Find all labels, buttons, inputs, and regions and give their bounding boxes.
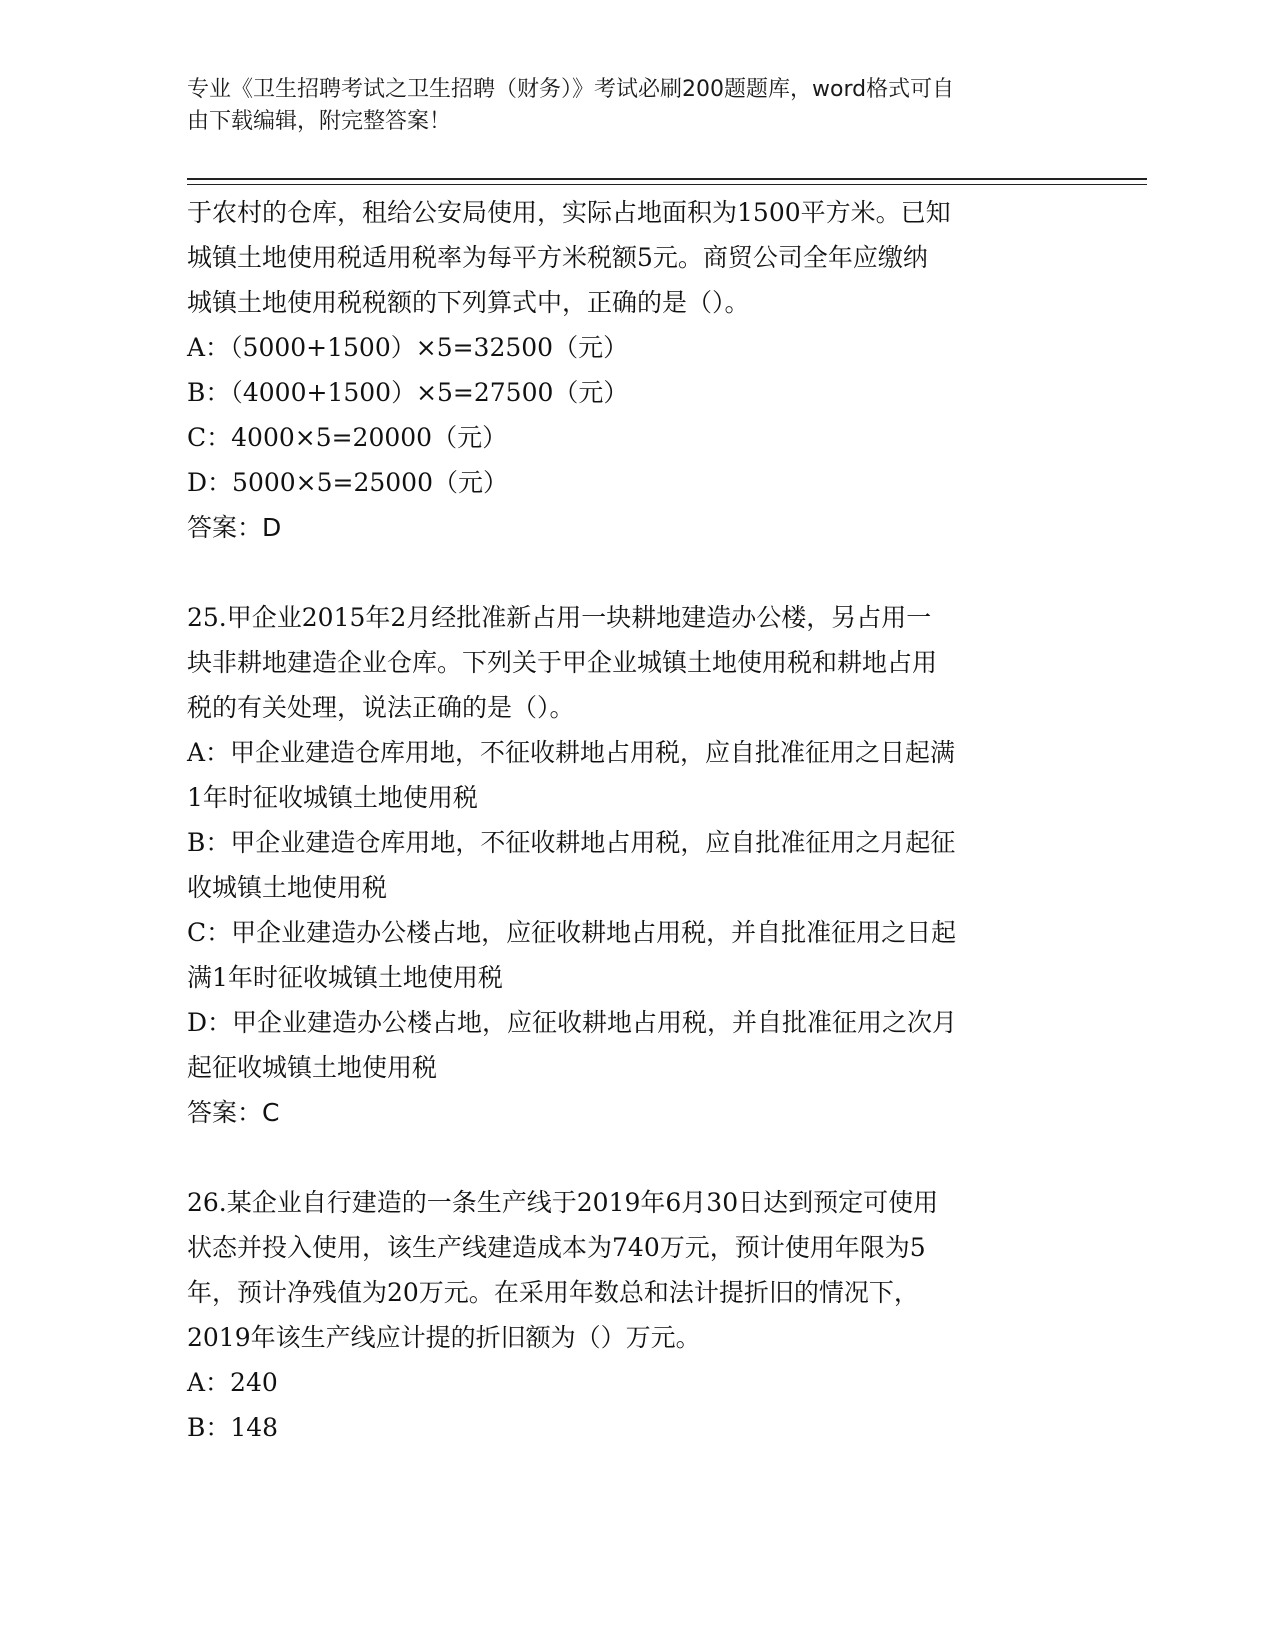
header-divider-thick [187,178,1147,180]
question-stem-line: 25.甲企业2015年2月经批准新占用一块耕地建造办公楼，另占用一 [187,603,932,632]
question-stem-line: 年，预计净残值为20万元。在采用年数总和法计提折旧的情况下， [187,1278,919,1307]
option-d: D：5000×5=25000（元） [187,468,508,497]
option-b: B：甲企业建造仓库用地，不征收耕地占用税，应自批准征用之月起征 [187,828,956,857]
option-c: C：甲企业建造办公楼占地，应征收耕地占用税，并自批准征用之日起 [187,918,957,947]
question-spacer [187,1135,1087,1180]
answer-label: 答案：D [187,513,282,542]
header-line-1: 专业《卫生招聘考试之卫生招聘（财务）》考试必刷200题题库，word格式可自 [187,77,955,102]
document-header [187,74,1067,138]
question-stem-line: 税的有关处理，说法正确的是（）。 [187,693,575,722]
question-stem-line: 26.某企业自行建造的一条生产线于2019年6月30日达到预定可使用 [187,1188,939,1217]
header-divider-thin [187,184,1147,185]
option-d-continued: 起征收城镇土地使用税 [187,1053,438,1082]
option-b-continued: 收城镇土地使用税 [187,873,388,902]
option-c: C：4000×5=20000（元） [187,423,508,452]
question-stem-line: 于农村的仓库，租给公安局使用，实际占地面积为1500平方米。已知 [187,198,951,227]
question-stem-line: 城镇土地使用税适用税率为每平方米税额5元。商贸公司全年应缴纳 [187,243,928,272]
option-a: A：（5000+1500）×5=32500（元） [187,333,629,362]
option-b: B：（4000+1500）×5=27500（元） [187,378,629,407]
option-c-continued: 满1年时征收城镇土地使用税 [187,963,503,992]
option-a: A：甲企业建造仓库用地，不征收耕地占用税，应自批准征用之日起满 [187,738,956,767]
question-stem-line: 块非耕地建造企业仓库。下列关于甲企业城镇土地使用税和耕地占用 [187,648,938,677]
option-b: B：148 [187,1413,279,1442]
option-d: D：甲企业建造办公楼占地，应征收耕地占用税，并自批准征用之次月 [187,1008,958,1037]
question-stem-line: 城镇土地使用税税额的下列算式中，正确的是（）。 [187,288,750,317]
question-stem-line: 状态并投入使用，该生产线建造成本为740万元，预计使用年限为5 [187,1233,926,1262]
document-body [187,190,1087,1450]
question-25 [187,595,1087,1135]
question-spacer [187,550,1087,595]
question-26 [187,1180,1087,1450]
question-24 [187,190,1087,550]
option-a-continued: 1年时征收城镇土地使用税 [187,783,478,812]
header-line-2: 由下载编辑，附完整答案！ [187,109,452,134]
answer-label: 答案：C [187,1098,280,1127]
option-a: A：240 [187,1368,278,1397]
question-stem-line: 2019年该生产线应计提的折旧额为（）万元。 [187,1323,701,1352]
